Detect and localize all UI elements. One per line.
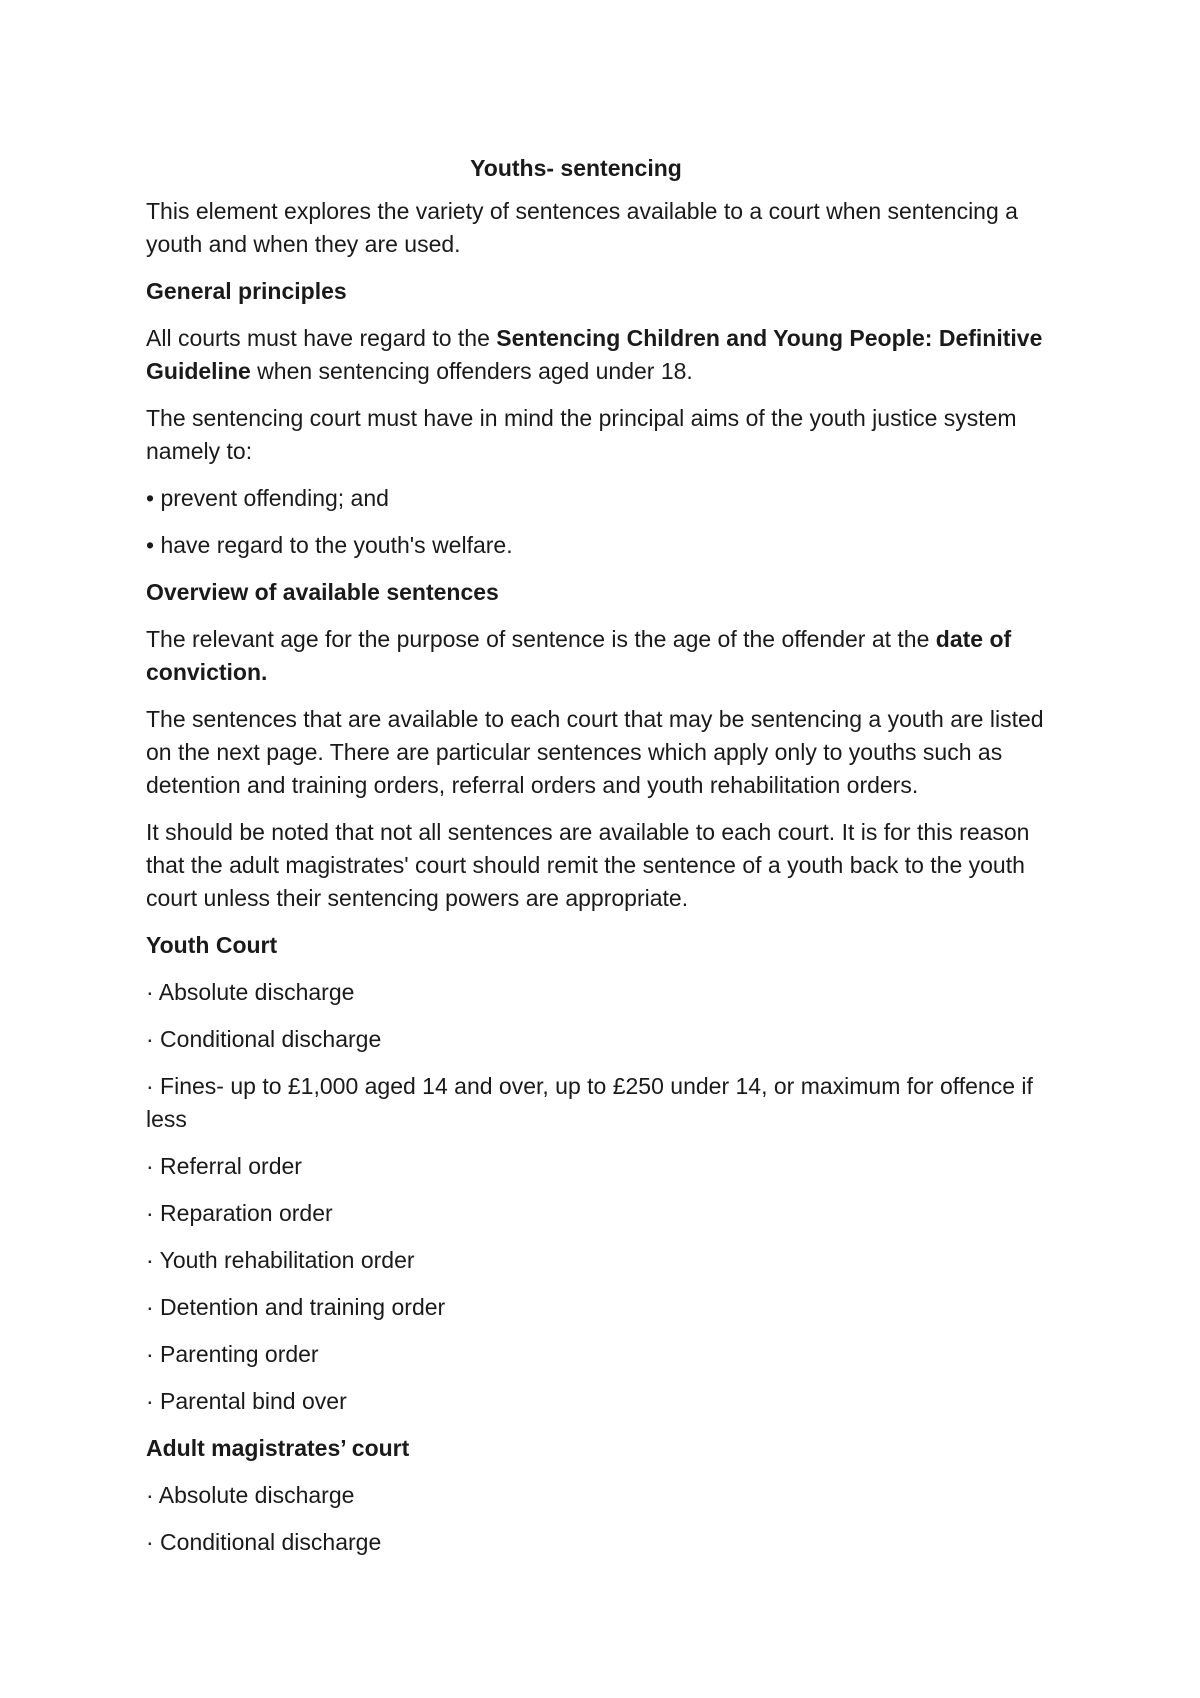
relevant-age-text: The relevant age for the purpose of sentence is the age of the offender at the (146, 626, 936, 652)
guideline-paragraph (146, 322, 1066, 388)
general-principles-heading: General principles (146, 278, 347, 304)
guideline-text-pre: All courts must have regard to the (146, 325, 497, 351)
available-sentences-paragraph: The sentences that are available to each court that may be sentencing a youth are listed on the next page. There are particular sentences which apply only to youths such as detention and training orders, referral orders and youth rehabilitation orders. (146, 706, 1044, 798)
aim-bullet: • have regard to the youth's welfare. (146, 532, 513, 558)
aims-paragraph: The sentencing court must have in mind the principal aims of the youth justice system namely to: (146, 405, 1017, 464)
youth-court-item: · Youth rehabilitation order (146, 1247, 415, 1273)
adult-court-heading: Adult magistrates’ court (146, 1435, 410, 1461)
youth-court-item: · Detention and training order (146, 1294, 446, 1320)
youth-court-heading: Youth Court (146, 932, 278, 958)
youth-court-item: · Reparation order (146, 1200, 333, 1226)
youth-court-item: · Conditional discharge (146, 1026, 382, 1052)
guideline-text-post: when sentencing offenders aged under 18. (250, 358, 693, 384)
intro-paragraph: This element explores the variety of sentences available to a court when sentencing a youth and when they are used. (146, 198, 1018, 257)
relevant-age-paragraph (146, 623, 1066, 689)
youth-court-item: · Absolute discharge (146, 979, 355, 1005)
youth-court-item: · Parental bind over (146, 1388, 347, 1414)
adult-court-item: · Conditional discharge (146, 1529, 382, 1555)
guideline-title: Sentencing Children and Young People: Definitive Guideline (146, 325, 1043, 384)
overview-heading: Overview of available sentences (146, 579, 499, 605)
document-page (146, 152, 1066, 1573)
adult-court-item: · Absolute discharge (146, 1482, 355, 1508)
aim-bullet: • prevent offending; and (146, 485, 389, 511)
youth-court-item: · Referral order (146, 1153, 302, 1179)
youth-court-item: · Parenting order (146, 1341, 319, 1367)
document-title: Youths- sentencing (470, 155, 682, 181)
youth-court-item: · Fines- up to £1,000 aged 14 and over, up to £250 under 14, or maximum for offence if less (146, 1073, 1033, 1132)
date-of-conviction: date of conviction. (146, 626, 1012, 685)
remit-paragraph: It should be noted that not all sentences are available to each court. It is for this reason that the adult magistrates' court should remit the sentence of a youth back to the youth court unless their sentencing powers are appropriate. (146, 819, 1030, 911)
